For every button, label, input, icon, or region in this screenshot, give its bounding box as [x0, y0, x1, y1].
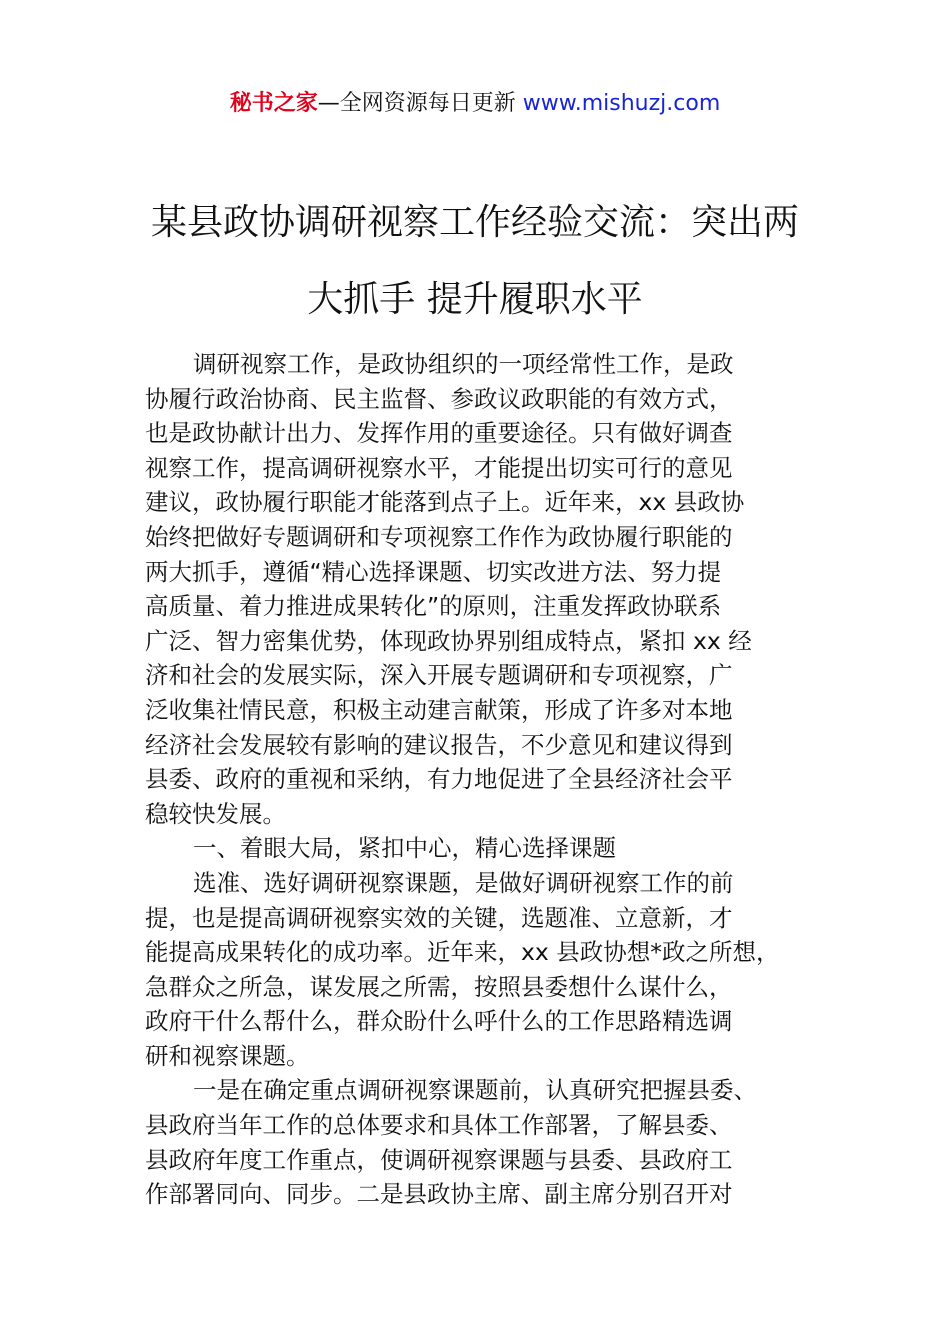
- body-line-3: 也是政协献计出力、发挥作用的重要途径。只有做好调查: [145, 419, 733, 448]
- body-line-8: 高质量、着力推进成果转化”的原则，注重发挥政协联系: [145, 592, 722, 621]
- document-title: [140, 184, 810, 338]
- body-line-25: 作部署同向、同步。二是县政协主席、副主席分别召开对: [145, 1180, 733, 1209]
- body-line-22: 一是在确定重点调研视察课题前，认真研究把握县委、: [193, 1076, 757, 1105]
- header-slogan: —全网资源每日更新: [317, 91, 523, 116]
- body-line-14: 稳较快发展。: [145, 799, 286, 828]
- body-line-13: 县委、政府的重视和采纳，有力地促进了全县经济社会平: [145, 765, 733, 794]
- body-line-2: 协履行政治协商、民主监督、参政议政职能的有效方式，: [145, 384, 733, 413]
- body-line-11: 泛收集社情民意，积极主动建言献策，形成了许多对本地: [145, 695, 733, 724]
- body-line-4: 视察工作，提高调研视察水平，才能提出切实可行的意见: [145, 453, 733, 482]
- brand-name: 秘书之家: [229, 91, 318, 116]
- body-line-16: 选准、选好调研视察课题，是做好调研视察工作的前: [193, 868, 734, 897]
- body-line-5: 建议，政协履行职能才能落到点子上。近年来，xx 县政协: [145, 488, 745, 517]
- document-body: [145, 347, 815, 1212]
- title-line-1: 某县政协调研视察工作经验交流：突出两: [150, 202, 799, 243]
- body-line-21: 研和视察课题。: [145, 1041, 310, 1070]
- body-line-9: 广泛、智力密集优势，体现政协界别组成特点，紧扣 xx 经: [145, 626, 752, 655]
- title-line-2: 大抓手 提升履职水平: [307, 279, 643, 320]
- body-line-20: 政府干什么帮什么，群众盼什么呼什么的工作思路精选调: [145, 1007, 733, 1036]
- body-line-1: 调研视察工作，是政协组织的一项经常性工作，是政: [193, 350, 734, 378]
- body-line-17: 提，也是提高调研视察实效的关键，选题准、立意新，才: [145, 903, 733, 932]
- body-line-19: 急群众之所急，谋发展之所需，按照县委想什么谋什么，: [145, 972, 733, 1001]
- site-header: [0, 89, 950, 119]
- body-line-23: 县政府当年工作的总体要求和具体工作部署，了解县委、: [145, 1111, 733, 1140]
- site-url-link[interactable]: www.mishuzj.com: [522, 91, 721, 116]
- body-line-6: 始终把做好专题调研和专项视察工作作为政协履行职能的: [145, 522, 733, 551]
- body-line-12: 经济社会发展较有影响的建议报告，不少意见和建议得到: [145, 730, 733, 759]
- body-line-10: 济和社会的发展实际，深入开展专题调研和专项视察，广: [145, 661, 733, 690]
- section-heading-1: 一、着眼大局，紧扣中心，精心选择课题: [193, 834, 616, 863]
- body-line-7: 两大抓手，遵循“精心选择课题、切实改进方法、努力提: [145, 557, 722, 586]
- body-line-24: 县政府年度工作重点，使调研视察课题与县委、县政府工: [145, 1145, 733, 1174]
- body-line-18: 能提高成果转化的成功率。近年来，xx 县政协想*政之所想，: [145, 938, 780, 967]
